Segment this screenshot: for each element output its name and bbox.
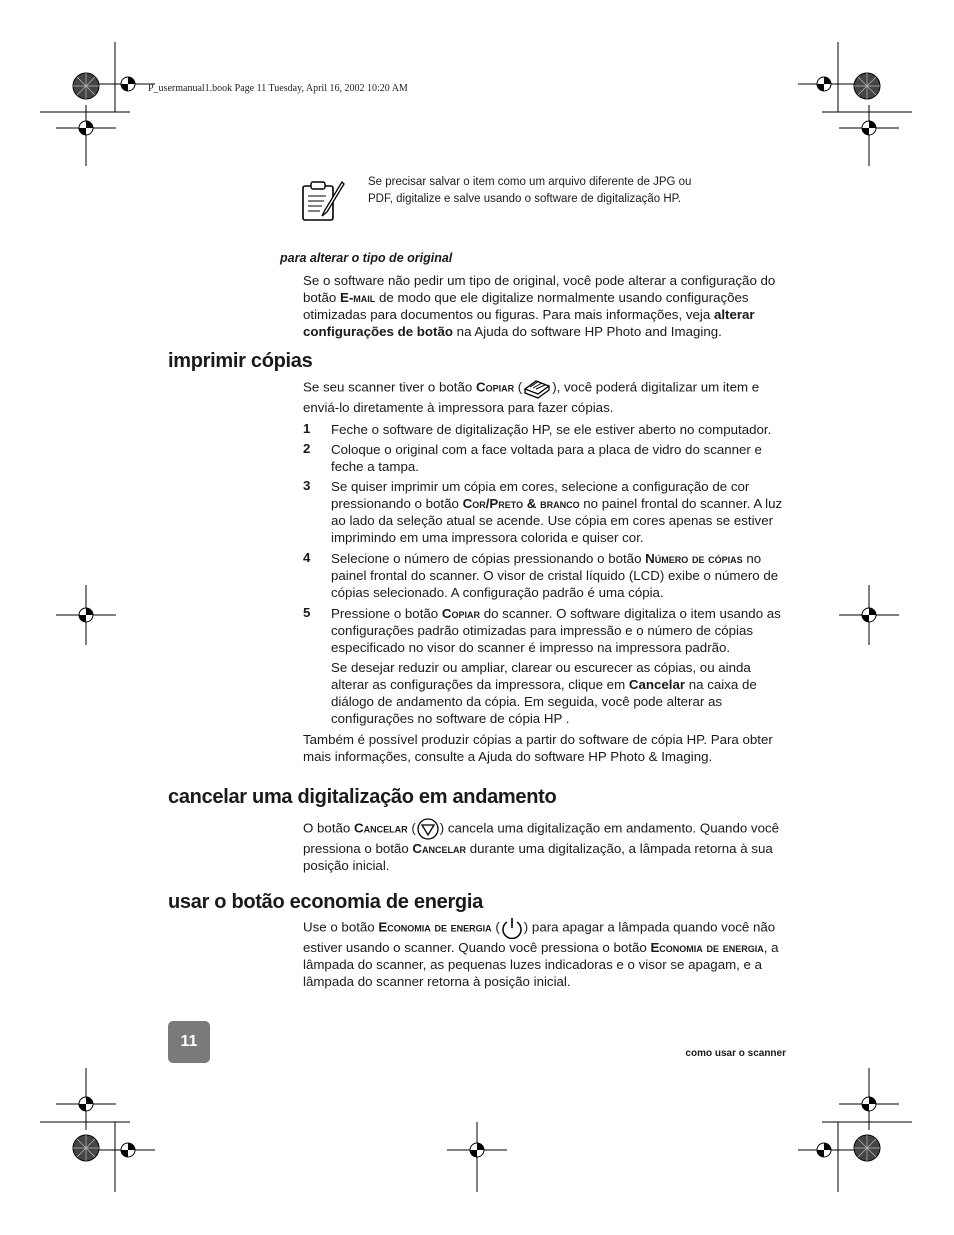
heading-print-copies: imprimir cópias — [168, 350, 313, 372]
text: ) cancela uma digitalização em andamento. Quando você pressiona o botão — [303, 820, 780, 856]
text: do scanner. O software digitaliza o item usando as configurações padrão otimizadas para impressão e o número de cópias especificado no visor do scanner é impresso na impressora padrão. — [331, 606, 781, 655]
step-extra — [331, 659, 786, 727]
print-intro — [303, 377, 788, 416]
step-number: 1 — [303, 421, 311, 436]
note-icon — [300, 178, 348, 224]
cancel-paragraph — [303, 818, 788, 874]
step-number: 2 — [303, 441, 311, 456]
text: O botão — [303, 820, 355, 836]
text: ), você poderá digitalizar um item e enviá-lo diretamente à impressora para fazer cópias. — [303, 379, 760, 415]
copies-button-name: Número de cópias — [645, 551, 743, 566]
power-icon — [500, 917, 524, 939]
power-save-paragraph — [303, 917, 788, 990]
cancel-button-icon — [416, 818, 440, 840]
step-text — [331, 478, 786, 546]
step-number: 5 — [303, 605, 311, 620]
note-text — [368, 174, 718, 208]
running-footer: como usar o scanner — [685, 1048, 786, 1059]
page-number: 11 — [168, 1021, 210, 1063]
text: ( — [491, 919, 500, 935]
original-type-paragraph — [303, 272, 788, 340]
text: Pressione o botão — [331, 606, 442, 621]
subheading-original-type: para alterar o tipo de original — [280, 251, 453, 265]
power-save-button-name: Economia de energia — [378, 919, 492, 935]
power-save-button-name: Economia de energia — [650, 940, 764, 955]
text: Se seu scanner tiver o botão — [303, 379, 476, 395]
text: durante uma digitalização, a lâmpada retorna à sua posição inicial. — [303, 841, 773, 873]
heading-cancel-scan: cancelar uma digitalização em andamento — [168, 786, 557, 808]
email-button-name: E-mail — [339, 290, 376, 305]
text: na caixa de diálogo de andamento da cópia. Em seguida, você pode alterar as configurações no software de cópia HP . — [331, 677, 757, 726]
cancel-button-name: Cancelar — [412, 841, 467, 856]
note-line-2: PDF, digitalize e salve usando o software de digitalização HP. — [368, 193, 682, 205]
text: Selecione o número de cópias pressionando o botão — [331, 551, 646, 566]
text: Se quiser imprimir um cópia em cores, selecione a configuração de cor pressionando o botão — [331, 479, 750, 511]
copy-button-icon — [522, 377, 552, 399]
cancel-button-name: Cancelar — [354, 820, 408, 836]
text: no painel frontal do scanner. O visor de cristal líquido (LCD) exibe o número de cópias selecionado. A configuração padrão é uma cópia. — [331, 551, 779, 600]
heading-power-save: usar o botão economia de energia — [168, 891, 483, 913]
text: Se desejar reduzir ou ampliar, clarear ou escurecer as cópias, ou ainda alterar as configurações da impressora, clique em — [331, 660, 751, 692]
note-line-1: Se precisar salvar o item como um arquivo diferente de JPG ou — [368, 176, 692, 188]
text: de modo que ele digitalize normalmente usando configurações otimizadas para documentos ou figuras. Para mais informações, veja — [303, 290, 749, 322]
text: no painel frontal do scanner. A luz ao lado da seleção atual se acende. Use cópia em cores apenas se estiver imprimindo em uma impressora colorida e quiser cor. — [331, 496, 783, 545]
step-number: 3 — [303, 478, 311, 493]
step-text — [331, 550, 786, 601]
text: Se o software não pedir um tipo de original, você pode alterar a configuração do botão — [303, 273, 776, 305]
copy-button-name: Copiar — [441, 606, 480, 621]
print-outro: Também é possível produzir cópias a partir do software de cópia HP. Para obter mais informações, consulte a Ajuda do software HP Photo & Imaging. — [303, 732, 773, 764]
book-header: P_usermanual1.book Page 11 Tuesday, April 16, 2002 10:20 AM — [148, 83, 408, 94]
copy-button-name: Copiar — [475, 379, 515, 395]
text: ( — [407, 820, 416, 836]
text: ) para apagar a lâmpada quando você não estiver usando o scanner. Quando você pressiona o botão — [303, 919, 776, 955]
text: , a lâmpada do scanner, as pequenas luzes indicadoras e o visor se apagam, e a lâmpada do scanner retorna à posição inicial. — [303, 940, 779, 989]
step-text — [331, 605, 786, 656]
text: na Ajuda do software HP Photo and Imaging. — [452, 324, 722, 339]
text: Use o botão — [303, 919, 379, 935]
step-text: Feche o software de digitalização HP, se ele estiver aberto no computador. — [331, 422, 772, 437]
color-button-name: Cor/Preto & branco — [462, 496, 580, 511]
help-link[interactable]: alterar configurações de botão — [303, 307, 755, 339]
step-number: 4 — [303, 550, 311, 565]
text: ( — [514, 379, 523, 395]
cancel-label: Cancelar — [628, 677, 686, 692]
step-text: Coloque o original com a face voltada para a placa de vidro do scanner e feche a tampa. — [331, 442, 762, 474]
